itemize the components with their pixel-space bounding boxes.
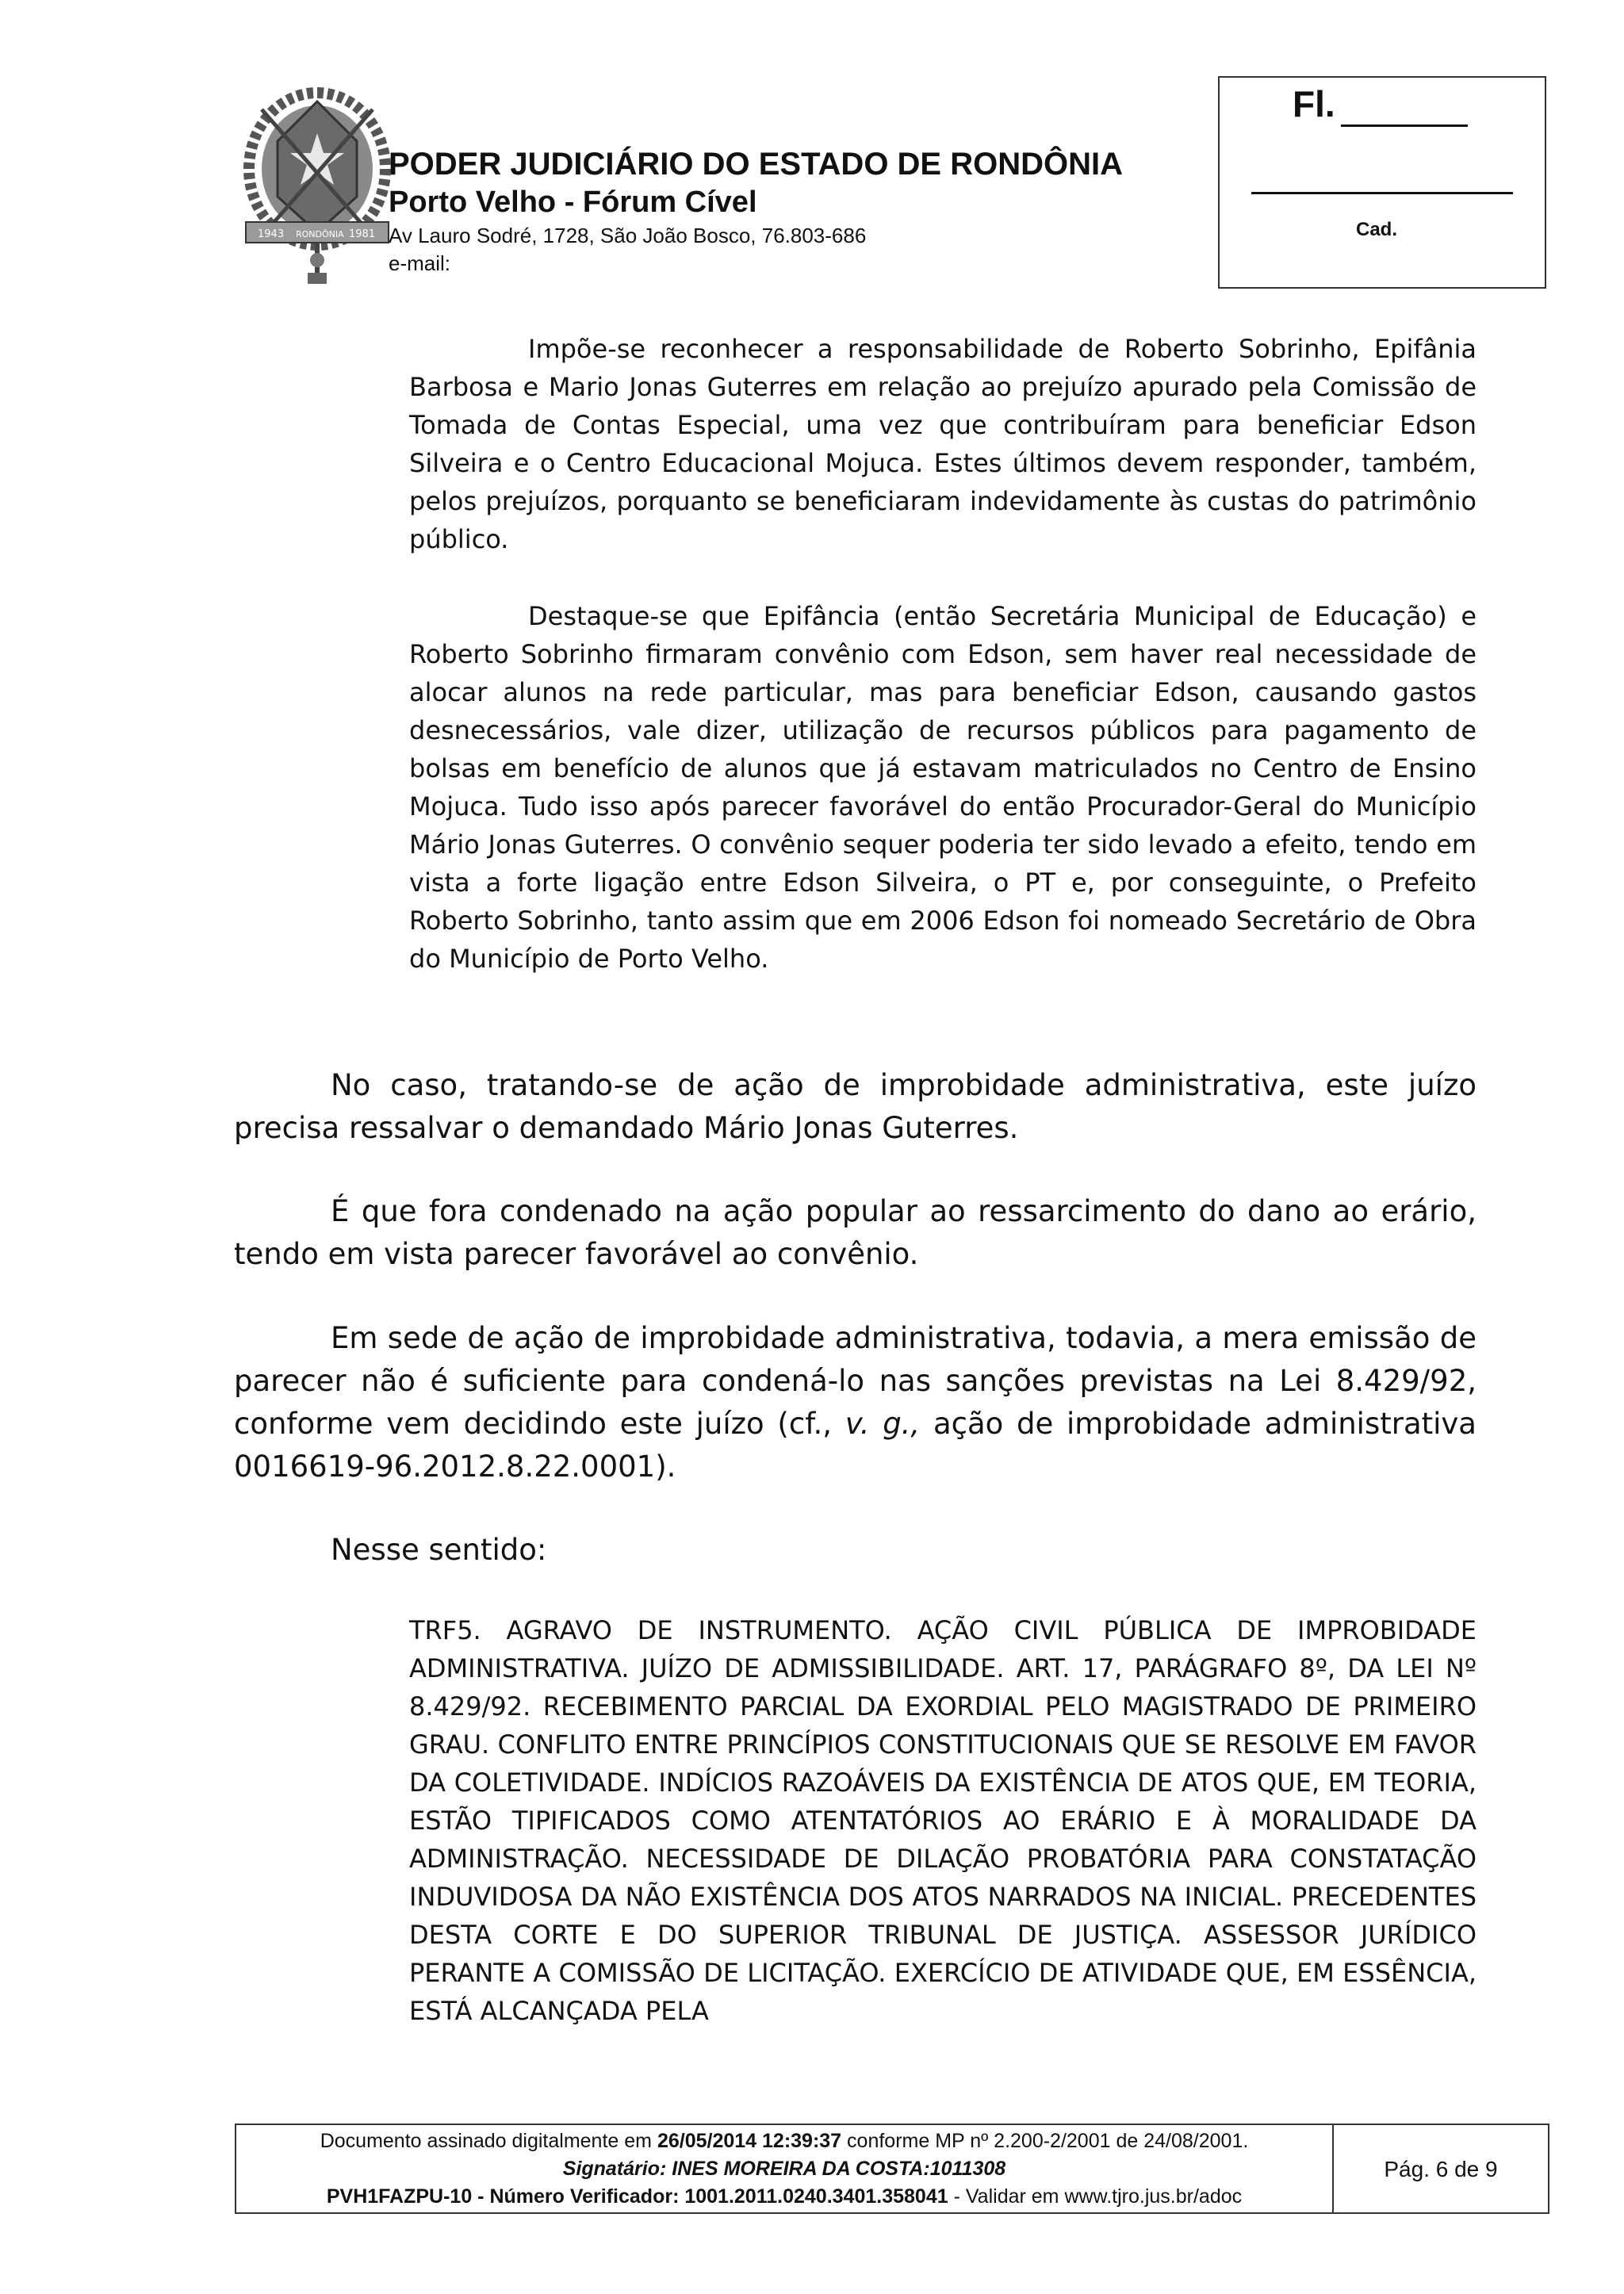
cad-label: Cad. [1356, 219, 1398, 240]
body-paragraph-4: Nesse sentido: [331, 1533, 547, 1567]
body-paragraph-1: No caso, tratando-se de ação de improbidade administrativa, este juízo precisa ressalvar o demandado Mário Jonas Guterres. [234, 1068, 1477, 1145]
footer-signed-date: 26/05/2014 12:39:37 [657, 2130, 842, 2152]
footer-signed-text-b: conforme MP nº 2.200-2/2001 de 24/08/2001. [841, 2130, 1249, 2152]
court-subtitle: Porto Velho - Fórum Cível [389, 186, 757, 219]
jurisprudence-quote: TRF5. AGRAVO DE INSTRUMENTO. AÇÃO CIVIL PÚBLICA DE IMPROBIDADE ADMINISTRATIVA. JUÍZO DE ADMISSIBILIDADE. ART. 17, PARÁGRAFO 8º, DA LEI Nº 8.429/92. RECEBIMENTO PARCIAL DA EXORDIAL PELO MAGISTRADO DE PRIMEIRO GRAU. CONFLITO ENTRE PRINCÍPIOS CONSTITUCIONAIS QUE SE RESOLVE EM FAVOR DA COLETIVIDADE. INDÍCIOS RAZOÁVEIS DA EXISTÊNCIA DE ATOS QUE, EM TEORIA, ESTÃO TIPIFICADOS COMO ATENTATÓRIOS AO ERÁRIO E À MORALIDADE DA ADMINISTRAÇÃO. NECESSIDADE DE DILAÇÃO PROBATÓRIA PARA CONSTATAÇÃO INDUVIDOSA DA NÃO EXISTÊNCIA DOS ATOS NARRADOS NA INICIAL. PRECEDENTES DESTA CORTE E DO SUPERIOR TRIBUNAL DE JUSTIÇA. ASSESSOR JURÍDICO PERANTE A COMISSÃO DE LICITAÇÃO. EXERCÍCIO DE ATIVIDADE QUE, EM ESSÊNCIA, ESTÁ ALCANÇADA PELA [409, 1615, 1477, 2026]
court-email: e-mail: [389, 251, 451, 275]
footer-verifier-line [238, 2185, 1331, 2208]
folio-label: Fl. [1293, 83, 1335, 124]
body-paragraph-3 [234, 1317, 1477, 1488]
footer-validate-link[interactable]: - Validar em www.tjro.jus.br/adoc [948, 2185, 1243, 2208]
footer-signed-text-a: Documento assinado digitalmente em [320, 2130, 657, 2152]
folio-box [1218, 76, 1546, 289]
body-paragraph-3-text-a: Em sede de ação de improbidade administrativa, todavia, a mera emissão de parecer não é suficiente para condená-lo nas sanções previstas na Lei 8.429/92, conforme vem decidindo este juízo (cf., [234, 1321, 1477, 1441]
body-paragraph-2: É que fora condenado na ação popular ao ressarcimento do dano ao erário, tendo em vista parecer favorável ao convênio. [234, 1194, 1477, 1271]
footer-signatory: Signatário: INES MOREIRA DA COSTA:1011308 [562, 2158, 1006, 2180]
quote-paragraph-2: Destaque-se que Epifância (então Secretária Municipal de Educação) e Roberto Sobrinho firmaram convênio com Edson, sem haver real necessidade de alocar alunos na rede particular, mas para beneficiar Edson, causando gastos desnecessários, vale dizer, utilização de recursos públicos para pagamento de bolsas em benefício de alunos que já estavam matriculados no Centro de Ensino Mojuca. Tudo isso após parecer favorável do então Procurador-Geral do Município Mário Jonas Guterres. O convênio sequer poderia ter sido levado a efeito, tendo em vista a forte ligação entre Edson Silveira, o PT e, por conseguinte, o Prefeito Roberto Sobrinho, tanto assim que em 2006 Edson foi nomeado Secretário de Obra do Município de Porto Velho. [409, 601, 1477, 974]
court-crest [238, 78, 396, 290]
folio-signature-line [1251, 192, 1513, 194]
footer-signed-line [238, 2130, 1331, 2153]
body-paragraph-3-italic: v. g., [845, 1407, 921, 1441]
crest-year-right: 1981 [349, 228, 376, 240]
body-paragraph-3-text-b: ação de improbidade administrativa 0016619-96.2012.8.22.0001). [234, 1407, 1477, 1484]
page-number: Pág. 6 de 9 [1384, 2157, 1498, 2181]
crest-year-left: 1943 [258, 228, 285, 240]
folio-number-line [1341, 124, 1468, 127]
crest-emblem-icon [238, 78, 396, 290]
footer-verifier: PVH1FAZPU-10 - Número Verificador: 1001.2011.0240.3401.358041 [326, 2185, 948, 2208]
quote-paragraph-1: Impõe-se reconhecer a responsabilidade de Roberto Sobrinho, Epifânia Barbosa e Mario Jonas Guterres em relação ao prejuízo apurado pela Comissão de Tomada de Contas Especial, uma vez que contribuíram para beneficiar Edson Silveira e o Centro Educacional Mojuca. Estes últimos devem responder, também, pelos prejuízos, porquanto se beneficiaram indevidamente às custas do patrimônio público. [409, 334, 1477, 554]
crest-label: RONDÔNIA [296, 229, 344, 239]
court-address: Av Lauro Sodré, 1728, São João Bosco, 76.803-686 [389, 224, 867, 247]
court-title: PODER JUDICIÁRIO DO ESTADO DE RONDÔNIA [389, 147, 1123, 182]
